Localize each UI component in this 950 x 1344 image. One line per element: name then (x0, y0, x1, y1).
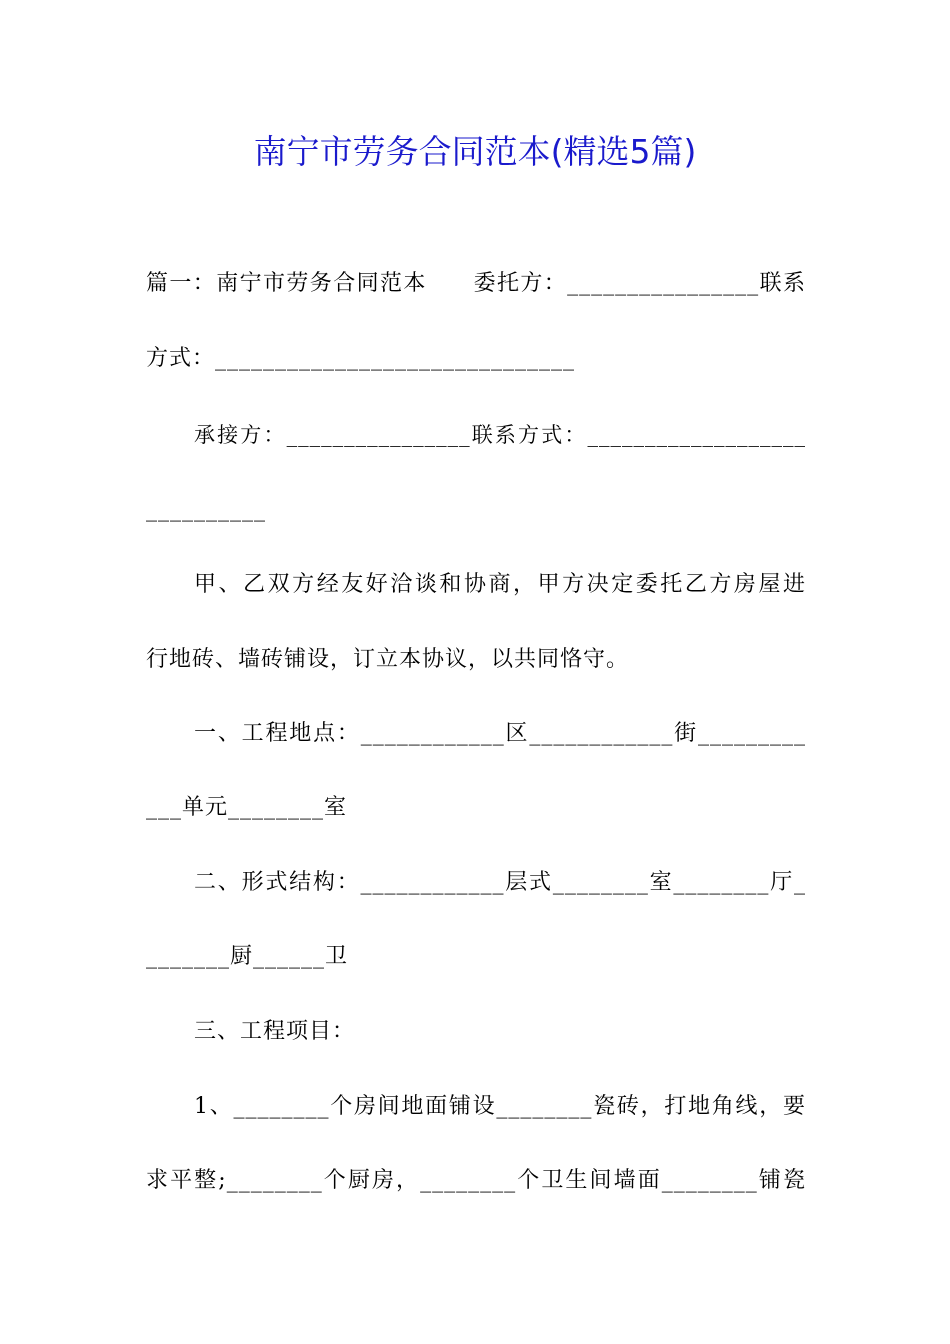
paragraph-line: 甲、乙双方经友好洽谈和协商，甲方决定委托乙方房屋进 (194, 572, 806, 597)
paragraph-line: ___单元________室 (146, 795, 348, 820)
paragraph-line: 一、工程地点：____________区____________街_________ (194, 721, 806, 746)
paragraph-line: 行地砖、墙砖铺设，订立本协议，以共同恪守。 (146, 647, 630, 672)
paragraph-line: 承接方：________________联系方式：___________________ (194, 423, 806, 447)
paragraph-line: 二、形式结构：____________层式________室________厅_ (194, 870, 806, 895)
paragraph-line: 篇一：南宁市劳务合同范本 委托方：________________联系 (146, 271, 806, 296)
paragraph-line: 求平整;________个厨房，________个卫生间墙面________铺瓷 (146, 1168, 806, 1193)
paragraph-line: 1、________个房间地面铺设________瓷砖，打地角线，要 (194, 1094, 806, 1119)
paragraph-line: 三、工程项目： (194, 1019, 356, 1044)
document-title: 南宁市劳务合同范本(精选5篇) (253, 132, 697, 171)
paragraph-line: _______厨______卫 (146, 944, 349, 969)
paragraph-line: __________ (146, 497, 266, 522)
paragraph-line: 方式：______________________________ (146, 346, 576, 371)
